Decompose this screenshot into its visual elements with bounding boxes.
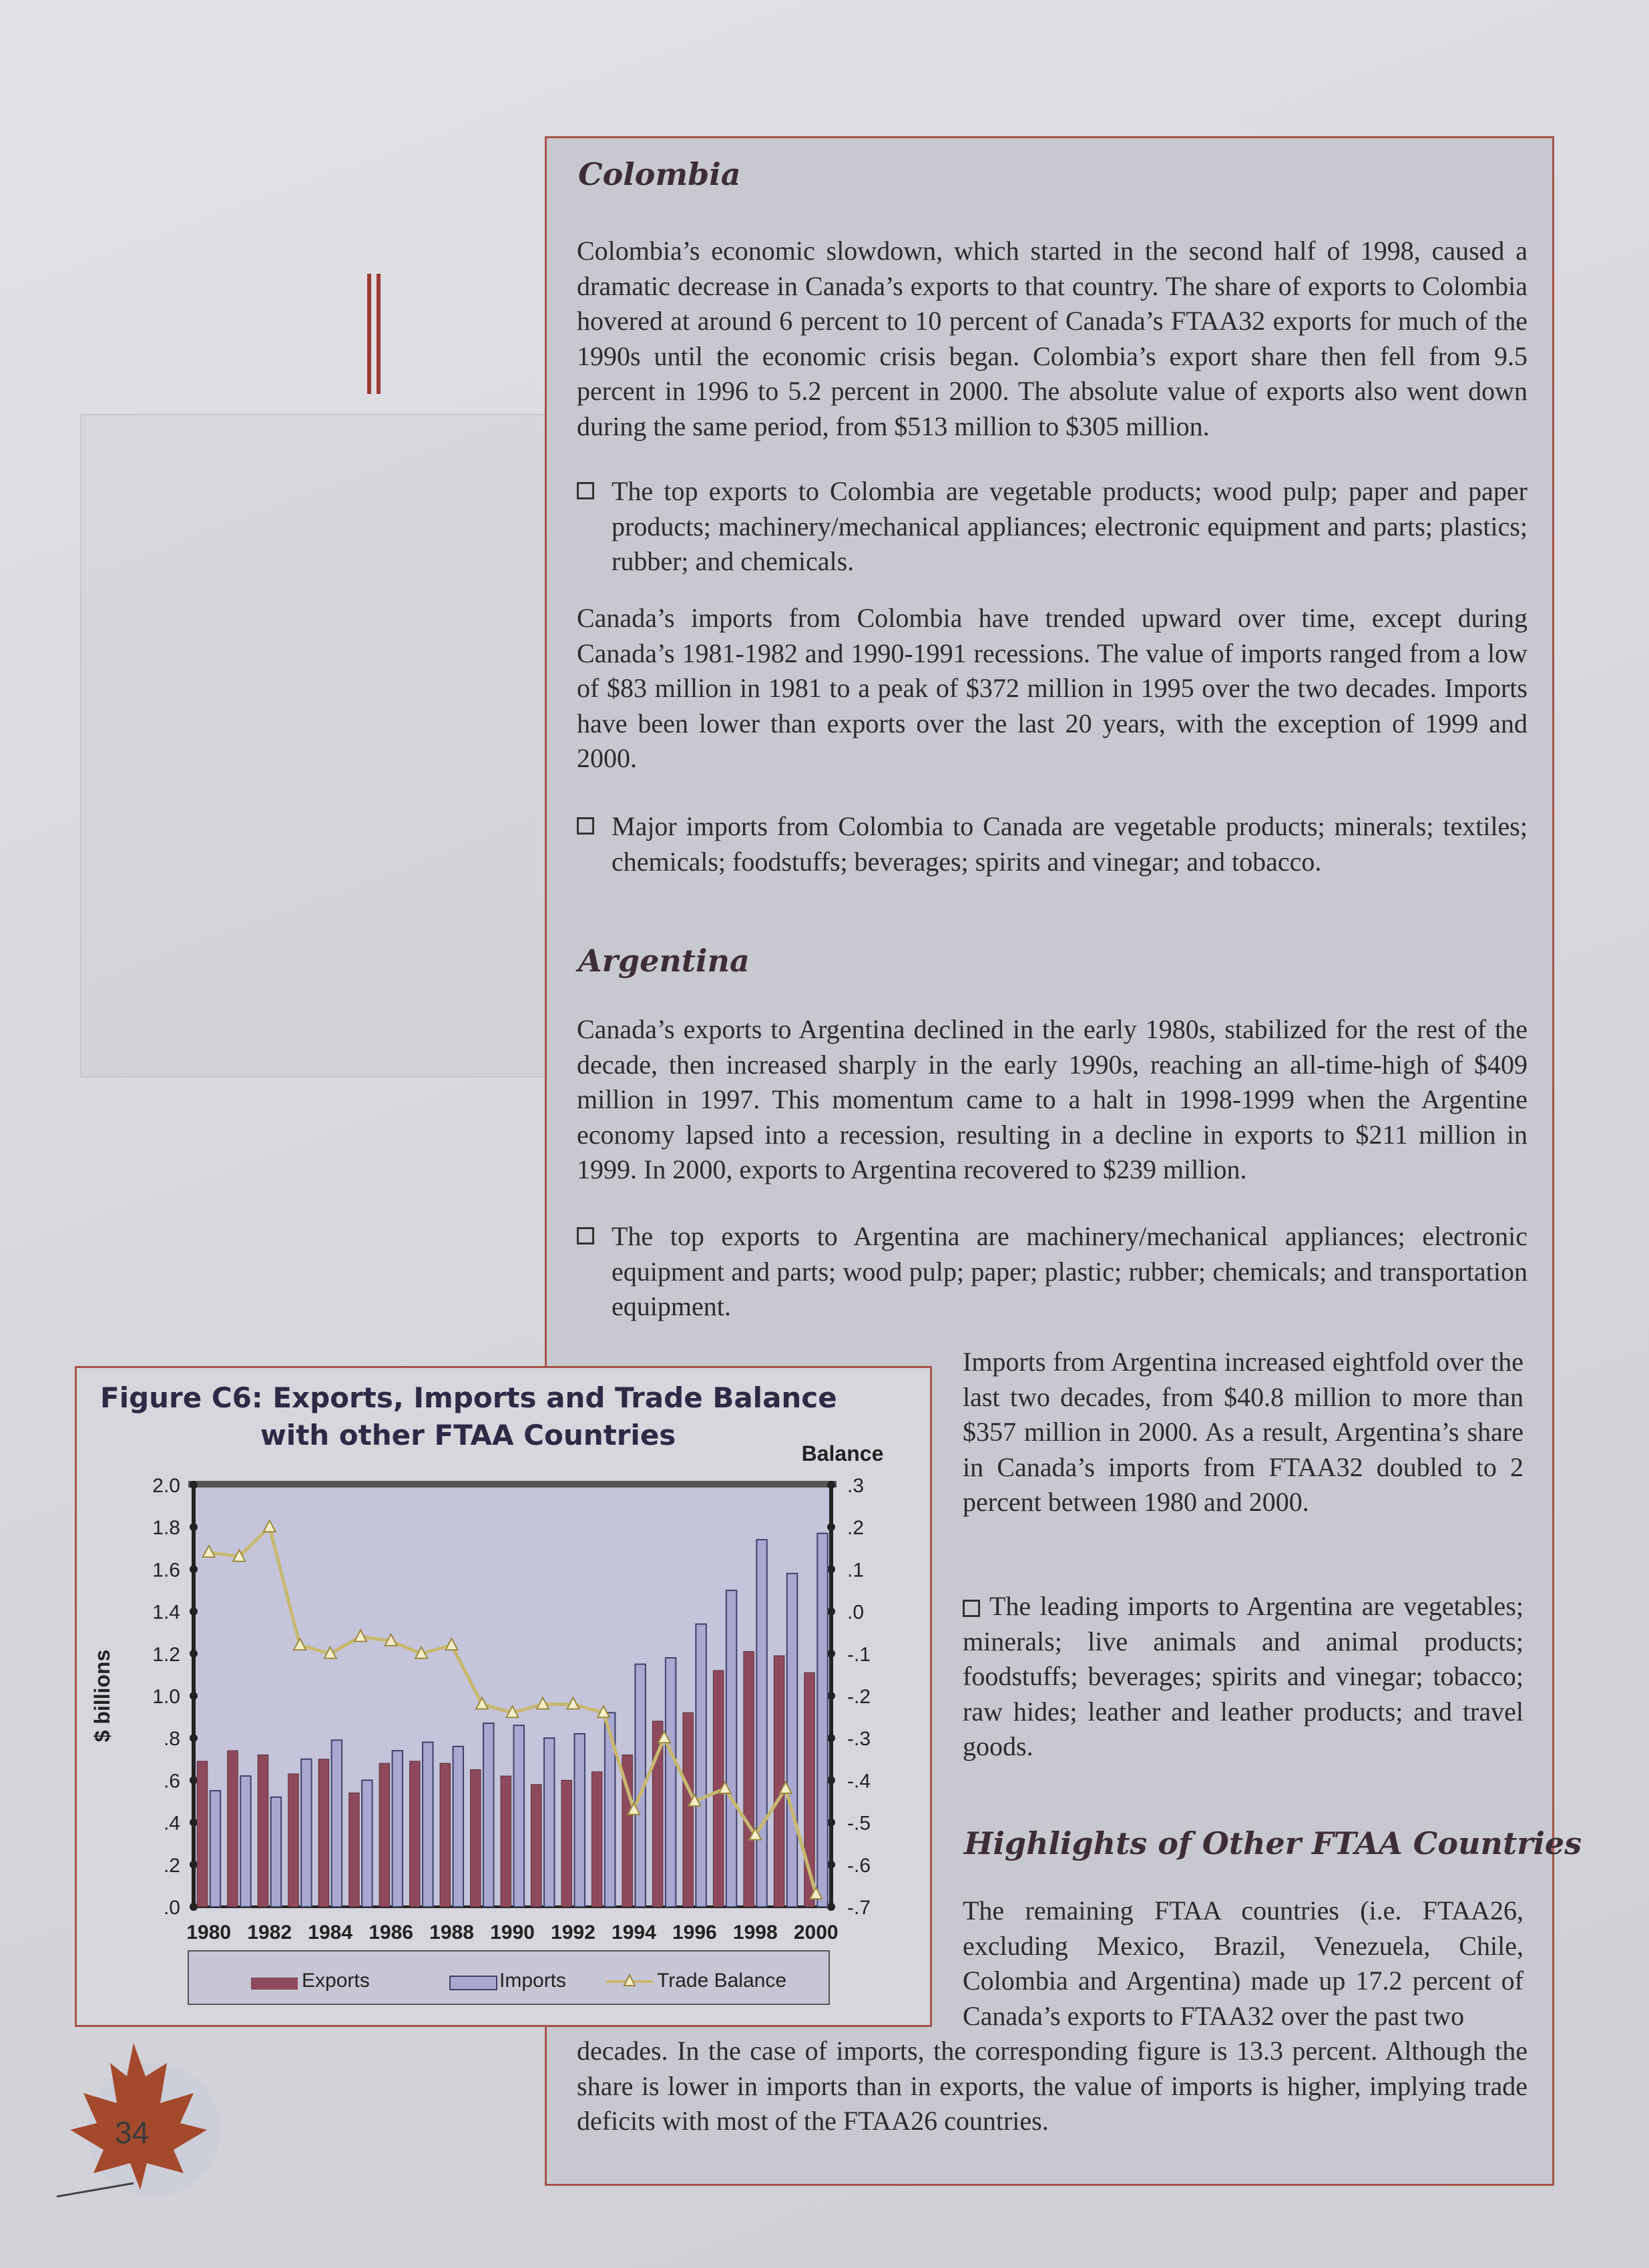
y-tick-mark	[190, 1608, 198, 1616]
bar-exports-1988	[440, 1763, 450, 1907]
bar-imports-1997	[726, 1590, 736, 1907]
y2-tick-mark	[827, 1819, 835, 1827]
bar-exports-1987	[410, 1761, 420, 1907]
bar-exports-1984	[318, 1759, 328, 1907]
argentina-heading: Argentina	[578, 943, 750, 979]
bar-exports-1980	[197, 1761, 207, 1907]
y-tick-label: 2.0	[152, 1475, 180, 1497]
y2-tick-label: .3	[847, 1475, 865, 1497]
bar-imports-1980	[210, 1791, 220, 1907]
bar-imports-1985	[362, 1780, 372, 1907]
y2-tick-mark	[827, 1565, 835, 1573]
x-tick-label: 1998	[732, 1921, 778, 1944]
colombia-bullet-2: Major imports from Colombia to Canada are vegetable products; minerals; textiles; chemicals; foodstuffs; beverages; spirits and vinegar; and tobacco.	[577, 809, 1527, 879]
bar-exports-1992	[561, 1780, 571, 1907]
y2-tick-mark	[827, 1608, 835, 1616]
bar-imports-1987	[423, 1743, 433, 1907]
leaf-stem	[57, 2183, 134, 2197]
y-tick-mark	[190, 1819, 198, 1827]
bar-imports-1999	[787, 1574, 797, 1907]
y-tick-mark	[190, 1776, 198, 1784]
figure-c6-chart	[75, 1366, 932, 2027]
y2-tick-label: .1	[847, 1559, 865, 1582]
bar-exports-1996	[683, 1713, 693, 1907]
bullet-box-icon	[577, 482, 594, 499]
bar-imports-1995	[666, 1658, 676, 1907]
argentina-bullet-1: The top exports to Argentina are machinery/mechanical appliances; electronic equipment and parts; wood pulp; paper; plastic; rubber; chemicals; and transportation equipment.	[577, 1219, 1527, 1325]
y-tick-mark	[190, 1565, 198, 1573]
x-tick-label: 1996	[672, 1921, 717, 1944]
y-tick-label: .0	[163, 1897, 180, 1919]
bar-imports-1988	[453, 1747, 463, 1907]
y2-tick-mark	[827, 1523, 835, 1531]
y-tick-label: 1.4	[152, 1601, 180, 1624]
y-tick-label: .6	[163, 1770, 180, 1793]
legend-balance-label: Trade Balance	[657, 1970, 787, 1992]
bar-exports-1983	[288, 1774, 298, 1907]
bar-exports-1986	[379, 1763, 389, 1907]
bar-imports-1984	[332, 1740, 342, 1907]
bar-exports-1993	[592, 1772, 602, 1907]
x-tick-label: 1984	[308, 1921, 353, 1944]
bar-imports-1989	[483, 1723, 493, 1907]
bar-imports-1981	[240, 1776, 250, 1907]
maple-leaf-page-badge	[40, 2030, 240, 2203]
bar-exports-1990	[501, 1776, 511, 1907]
legend-exports-label: Exports	[302, 1970, 370, 1992]
y-tick-label: 1.6	[152, 1559, 180, 1582]
argentina-bullet-2: The leading imports to Argentina are vegetables; minerals; live animals and animal products; foodstuffs; beverages; spirits and vinegar; tobacco; raw hides; leather and leather products; and travel goods.	[963, 1591, 1523, 1761]
bullet-box-icon	[963, 1600, 980, 1617]
bar-imports-1982	[271, 1797, 281, 1907]
y-tick-mark	[190, 1481, 198, 1489]
y-tick-mark	[190, 1861, 198, 1869]
decorative-red-bars	[367, 274, 387, 394]
y-tick-mark	[190, 1903, 198, 1911]
y-tick-mark	[190, 1523, 198, 1531]
bar-imports-1983	[301, 1759, 311, 1907]
y2-tick-mark	[827, 1692, 835, 1700]
y-tick-label: 1.8	[152, 1517, 180, 1540]
y-tick-mark	[190, 1692, 198, 1700]
colombia-paragraph-2: Canada’s imports from Colombia have trended upward over time, except during Canada’s 1981-1982 and 1990-1991 recessions. The value of imports ranged from a low of $83 million in 1981 to a peak of $372 million in 1995 over the two decades. Imports have been lower than exports over the last 20 years, with the exception of 1999 and 2000.	[577, 603, 1527, 773]
argentina-paragraph-1: Canada’s exports to Argentina declined in the early 1980s, stabilized for the rest of the decade, then increased sharply in the early 1990s, reaching an all-time-high of $409 million in 1997. This momentum came to a halt in 1998-1999 when the Argentine economy lapsed into a recession, resulting in a decline in exports to $211 million in 1999. In 2000, exports to Argentina recovered to $239 million.	[577, 1014, 1527, 1184]
highlights-heading: Highlights of Other FTAA Countries	[964, 1825, 1582, 1861]
page-number: 34	[115, 2115, 150, 2150]
bar-imports-1986	[393, 1751, 403, 1907]
bar-imports-1990	[514, 1725, 524, 1907]
y-tick-mark	[190, 1734, 198, 1742]
bar-imports-1996	[696, 1624, 706, 1907]
y-tick-label: .2	[163, 1854, 180, 1877]
x-tick-label: 1994	[612, 1921, 656, 1944]
colombia-paragraph-1: Colombia’s economic slowdown, which started in the second half of 1998, caused a dramatic decrease in Canada’s exports to that country. The share of exports to Colombia hovered at around 6 percent to 10 percent of Canada’s FTAA32 exports for much of the 1990s until the economic crisis began. Colombia’s export share then fell from 9.5 percent in 1996 to 5.2 percent in 2000. The absolute value of exports also went down during the same period, from $513 million to $305 million.	[577, 236, 1527, 441]
colombia-heading: Colombia	[578, 156, 741, 192]
y2-tick-label: -.7	[847, 1897, 871, 1919]
figure-title-line-1: Figure C6: Exports, Imports and Trade Balance	[100, 1381, 837, 1414]
colombia-bullet-1: The top exports to Colombia are vegetable products; wood pulp; paper and paper products; machinery/mechanical appliances; electronic equipment and parts; plastics; rubber; and chemicals.	[577, 474, 1527, 580]
y2-tick-mark	[827, 1861, 835, 1869]
bar-exports-1981	[228, 1751, 238, 1907]
bar-exports-1999	[774, 1656, 784, 1907]
bullet-box-icon	[577, 817, 594, 835]
y2-tick-mark	[827, 1903, 835, 1911]
y2-tick-label: -.5	[847, 1812, 871, 1835]
highlights-paragraph-part-2: decades. In the case of imports, the corresponding figure is 13.3 percent. Although the share is lower in imports than in exports, the value of imports is higher, implying trade deficits with most of the FTAA26 countries.	[577, 2036, 1527, 2136]
bar-exports-1985	[349, 1793, 359, 1907]
y2-tick-label: -.3	[847, 1728, 871, 1751]
y2-tick-label: -.6	[847, 1854, 871, 1877]
y2-tick-mark	[827, 1650, 835, 1658]
faded-background-figure	[80, 414, 550, 1078]
y2-tick-mark	[827, 1776, 835, 1784]
legend-exports-swatch	[251, 1978, 298, 1990]
y2-axis-label: Balance	[801, 1441, 884, 1465]
y2-tick-label: -.4	[847, 1770, 871, 1793]
bar-imports-1992	[574, 1734, 584, 1907]
y-tick-label: 1.0	[152, 1686, 180, 1708]
plot-top-border	[188, 1481, 837, 1488]
y2-tick-label: .2	[847, 1517, 865, 1540]
argentina-paragraph-2: Imports from Argentina increased eightfold over the last two decades, from $40.8 million to more than $357 million in 2000. As a result, Argentina’s share in Canada’s imports from FTAA32 doubled to 2 percent between 1980 and 2000.	[963, 1347, 1523, 1517]
x-tick-label: 1992	[551, 1921, 596, 1944]
y-tick-label: .8	[163, 1728, 180, 1751]
y2-tick-label: -.1	[847, 1643, 871, 1666]
y2-tick-label: -.2	[847, 1686, 871, 1708]
y2-tick-mark	[827, 1734, 835, 1742]
bar-imports-1998	[756, 1540, 766, 1907]
y-tick-mark	[190, 1650, 198, 1658]
y2-tick-label: .0	[847, 1601, 865, 1624]
y-tick-label: .4	[163, 1812, 180, 1835]
legend-imports-label: Imports	[499, 1970, 567, 1992]
y2-tick-mark	[827, 1481, 835, 1489]
x-tick-label: 1982	[247, 1921, 292, 1944]
x-tick-label: 1990	[490, 1921, 535, 1944]
x-tick-label: 1988	[429, 1921, 474, 1944]
x-tick-label: 1986	[369, 1921, 413, 1944]
y-tick-label: 1.2	[152, 1643, 180, 1666]
bar-imports-2000	[817, 1534, 827, 1907]
legend-imports-swatch	[450, 1976, 497, 1990]
bar-exports-1982	[258, 1755, 268, 1907]
y-axis-label: $ billions	[90, 1649, 114, 1743]
figure-title-line-2: with other FTAA Countries	[260, 1419, 676, 1451]
x-tick-label: 1980	[186, 1921, 232, 1944]
x-tick-label: 2000	[793, 1921, 839, 1944]
bar-exports-1989	[471, 1770, 481, 1907]
bar-imports-1991	[544, 1738, 554, 1907]
bar-exports-1991	[531, 1785, 541, 1907]
highlights-paragraph-part-1: The remaining FTAA countries (i.e. FTAA26, excluding Mexico, Brazil, Venezuela, Chile, Colombia and Argentina) made up 17.2 percent of Canada’s exports to FTAA32 over the past two	[963, 1895, 1523, 2031]
bullet-box-icon	[577, 1227, 594, 1244]
bar-exports-1998	[744, 1652, 754, 1907]
